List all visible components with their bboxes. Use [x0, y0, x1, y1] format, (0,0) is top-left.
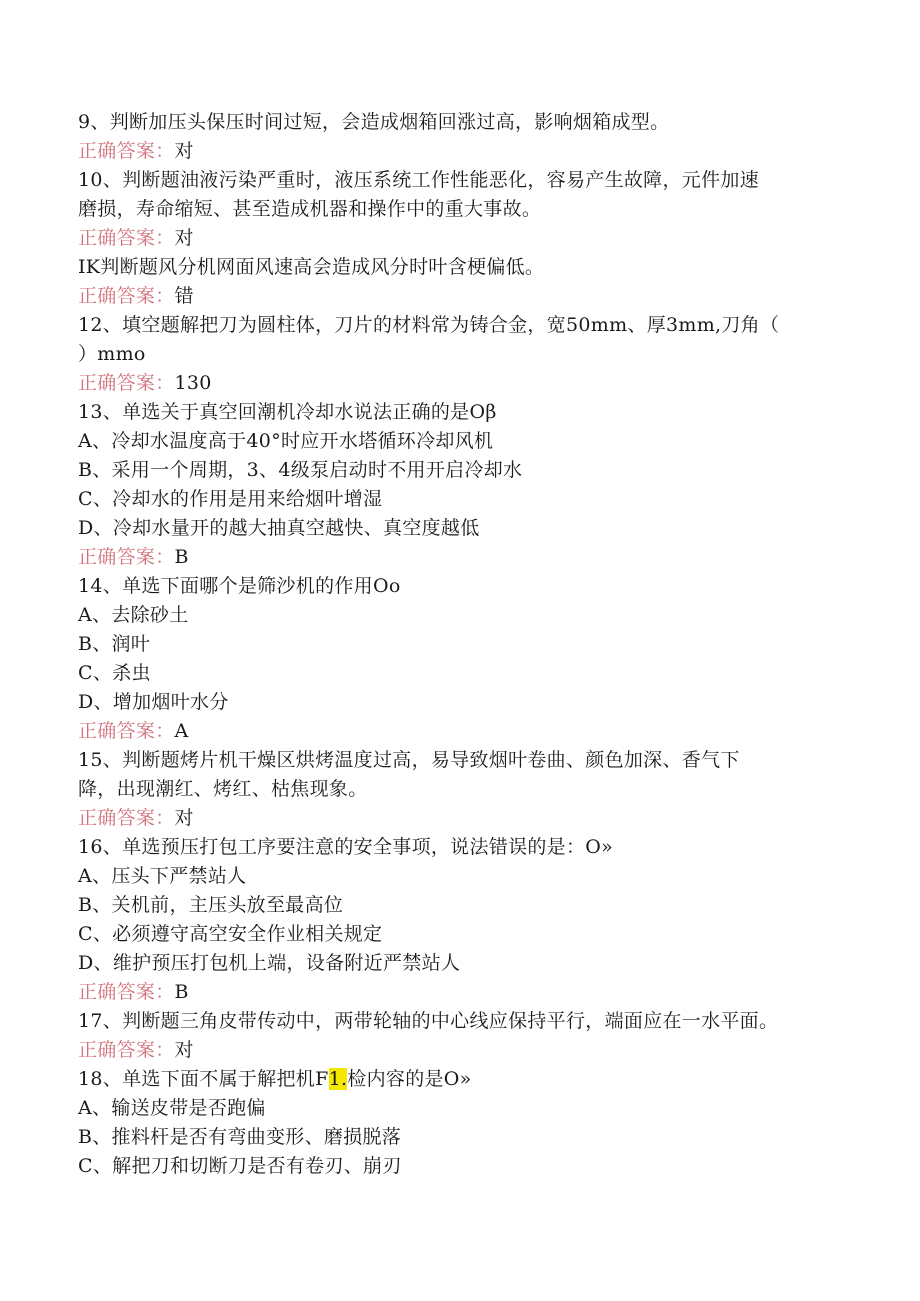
question-9-text: 9、判断加压头保压时间过短，会造成烟箱回涨过高，影响烟箱成型。: [78, 111, 670, 133]
question-11-answer: [78, 282, 878, 311]
question-13-option-b: B、采用一个周期，3、4级泵启动时不用开启冷却水: [78, 459, 523, 481]
answer-value: B: [174, 546, 189, 568]
answer-value: 错: [174, 285, 194, 307]
answer-value: 对: [174, 140, 194, 162]
answer-label: 正确答案：: [78, 981, 175, 1003]
question-12-answer: [78, 369, 878, 398]
question-13-option-c: C、冷却水的作用是用来给烟叶增湿: [78, 488, 383, 510]
question-14-answer: [78, 717, 878, 746]
answer-value: B: [174, 981, 189, 1003]
question-14-text: 14、单选下面哪个是筛沙机的作用Oo: [78, 575, 401, 597]
question-16-option-b: B、关机前，主压头放至最高位: [78, 894, 344, 916]
answer-label: 正确答案：: [78, 807, 175, 829]
question-15-answer: [78, 804, 878, 833]
answer-value: 对: [174, 1039, 194, 1061]
question-17-text: 17、判断题三角皮带传动中，两带轮轴的中心线应保持平行，端面应在一水平面。: [78, 1010, 779, 1032]
answer-label: 正确答案：: [78, 372, 175, 394]
question-18-option-a: A、输送皮带是否跑偏: [78, 1097, 266, 1119]
answer-label: 正确答案：: [78, 140, 175, 162]
question-12-text-line-2: ）mmo: [78, 343, 146, 365]
answer-value: A: [174, 720, 189, 742]
answer-value: 对: [174, 227, 194, 249]
question-11-text: IK判断题风分机网面风速高会造成风分时叶含梗偏低。: [78, 256, 545, 278]
highlighted-text: 1.: [328, 1068, 348, 1090]
question-10-text-line-2: 磨损，寿命缩短、甚至造成机器和操作中的重大事故。: [78, 198, 542, 220]
question-18-option-c: C、解把刀和切断刀是否有卷刃、崩刃: [78, 1155, 402, 1177]
answer-label: 正确答案：: [78, 720, 175, 742]
question-15-text-line-1: 15、判断题烤片机干燥区烘烤温度过高，易导致烟叶卷曲、颜色加深、香气下: [78, 749, 740, 771]
document-page: [78, 108, 878, 1181]
question-15-text-line-2: 降，出现潮红、烤红、枯焦现象。: [78, 778, 368, 800]
answer-label: 正确答案：: [78, 285, 175, 307]
question-18-text: [78, 1065, 878, 1094]
answer-label: 正确答案：: [78, 546, 175, 568]
question-13-answer: [78, 543, 878, 572]
question-16-option-c: C、必须遵守高空安全作业相关规定: [78, 923, 383, 945]
answer-value: 130: [174, 372, 212, 394]
question-16-text: 16、单选预压打包工序要注意的安全事项，说法错误的是：O»: [78, 836, 614, 858]
question-16-answer: [78, 978, 878, 1007]
question-16-option-a: A、压头下严禁站人: [78, 865, 247, 887]
question-10-text-line-1: 10、判断题油液污染严重时，液压系统工作性能恶化，容易产生故障，元件加速: [78, 169, 759, 191]
answer-label: 正确答案：: [78, 1039, 175, 1061]
question-12-text-line-1: 12、填空题解把刀为圆柱体，刀片的材料常为铸合金，宽50mm、厚3mm,刀角（: [78, 314, 780, 336]
answer-value: 对: [174, 807, 194, 829]
question-18-text-part-1: 18、单选下面不属于解把机F: [78, 1068, 329, 1090]
question-9-answer: [78, 137, 878, 166]
question-14-option-d: D、增加烟叶水分: [78, 691, 229, 713]
question-14-option-b: B、润叶: [78, 633, 151, 655]
question-14-option-a: A、去除砂土: [78, 604, 189, 626]
question-17-answer: [78, 1036, 878, 1065]
question-13-text: 13、单选关于真空回潮机冷却水说法正确的是Oβ: [78, 401, 497, 423]
question-10-answer: [78, 224, 878, 253]
question-13-option-d: D、冷却水量开的越大抽真空越快、真空度越低: [78, 517, 480, 539]
question-14-option-c: C、杀虫: [78, 662, 151, 684]
answer-label: 正确答案：: [78, 227, 175, 249]
question-13-option-a: A、冷却水温度高于40°时应开水塔循环冷却风机: [78, 430, 494, 452]
question-18-option-b: B、推料杆是否有弯曲变形、磨损脱落: [78, 1126, 402, 1148]
question-18-text-part-2: 检内容的是O»: [347, 1068, 472, 1090]
question-16-option-d: D、维护预压打包机上端，设备附近严禁站人: [78, 952, 461, 974]
